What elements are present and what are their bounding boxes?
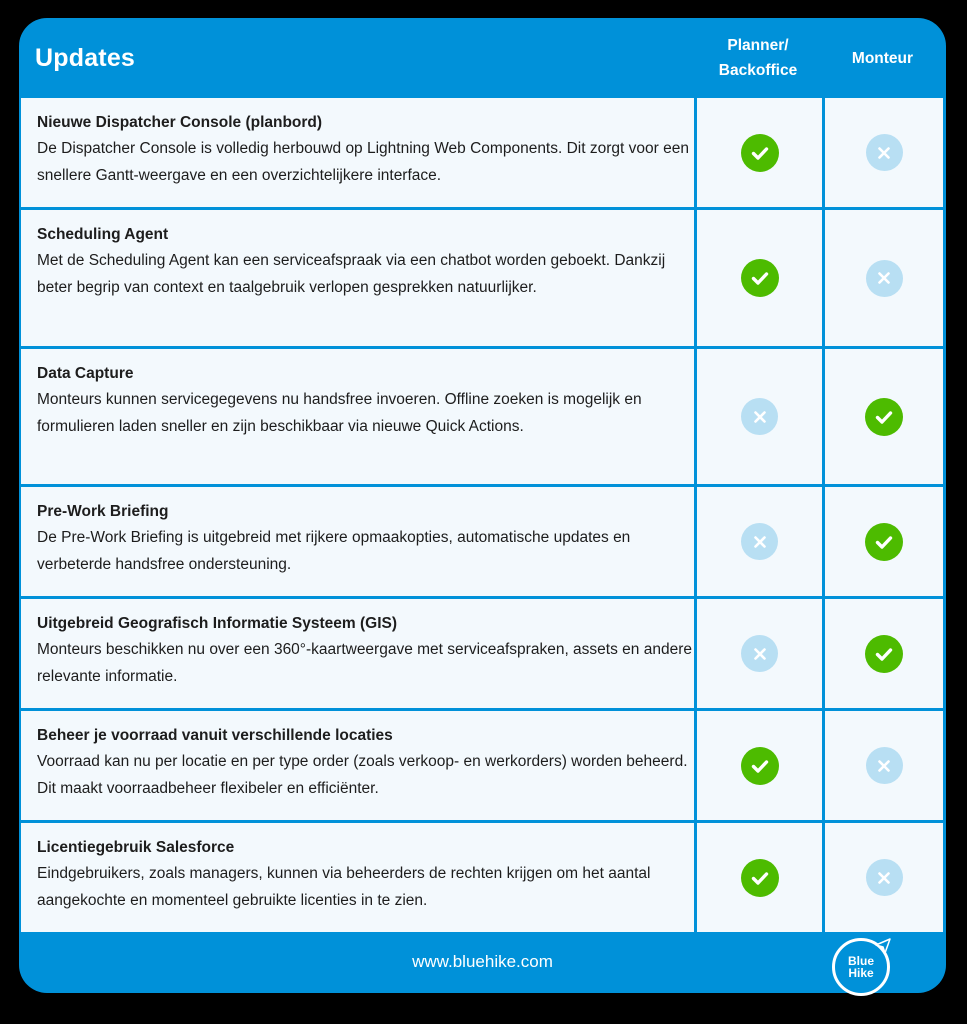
monteur-cell	[825, 349, 943, 484]
monteur-cell	[825, 98, 943, 207]
table-row	[19, 98, 943, 210]
feature-title: Licentiegebruik Salesforce	[37, 839, 235, 856]
check-circle-icon	[741, 259, 779, 297]
table-row	[19, 487, 943, 599]
check-circle-icon	[865, 523, 903, 561]
check-circle-icon	[741, 134, 779, 172]
monteur-cell	[825, 487, 943, 596]
check-circle-icon	[741, 747, 779, 785]
monteur-cell	[825, 711, 943, 820]
feature-title: Scheduling Agent	[37, 226, 169, 243]
website-link[interactable]: www.bluehike.com	[412, 952, 553, 971]
feature-description: Met de Scheduling Agent kan een serviceafspraak via een chatbot worden geboekt. Dankzij beter begrip van context en taalgebruik verlopen gesprekken natuurlijker.	[37, 252, 666, 296]
feature-description: Eindgebruikers, zoals managers, kunnen via beheerders de rechten krijgen om het aantal aangekochte en momenteel gebruikte licenties in te zien.	[37, 865, 651, 909]
table-header	[19, 18, 946, 98]
check-circle-icon	[741, 859, 779, 897]
feature-cell	[21, 98, 694, 207]
feature-description: De Dispatcher Console is volledig herbouwd op Lightning Web Components. Dit zorgt voor een snellere Gantt-weergave en een overzichtelijkere interface.	[37, 140, 689, 184]
feature-title: Beheer je voorraad vanuit verschillende locaties	[37, 727, 393, 744]
planner-cell	[697, 599, 822, 708]
footer	[19, 935, 946, 993]
page-title: Updates	[35, 44, 136, 72]
logo-text-blue: Blue	[847, 954, 874, 968]
planner-cell	[697, 210, 822, 346]
column-header-planner	[694, 18, 822, 98]
bluehike-logo	[832, 938, 890, 996]
updates-card	[19, 18, 946, 993]
paper-plane-icon	[875, 938, 891, 954]
x-circle-icon	[866, 859, 903, 896]
feature-cell	[21, 599, 694, 708]
table-row	[19, 711, 943, 823]
planner-cell	[697, 349, 822, 484]
x-circle-icon	[866, 747, 903, 784]
monteur-cell	[825, 823, 943, 932]
planner-cell	[697, 98, 822, 207]
monteur-cell	[825, 210, 943, 346]
column-header-planner-line1: Planner/	[727, 37, 789, 54]
check-circle-icon	[865, 635, 903, 673]
feature-description: Monteurs beschikken nu over een 360°-kaartweergave met serviceafspraken, assets en andere relevante informatie.	[37, 641, 692, 685]
planner-cell	[697, 823, 822, 932]
feature-cell	[21, 823, 694, 932]
column-header-planner-line2: Backoffice	[718, 62, 798, 79]
table-row	[19, 599, 943, 711]
planner-cell	[697, 711, 822, 820]
table-row	[19, 210, 943, 349]
feature-title: Uitgebreid Geografisch Informatie Systeem (GIS)	[37, 615, 398, 632]
feature-cell	[21, 487, 694, 596]
feature-title: Data Capture	[37, 365, 134, 382]
feature-cell	[21, 349, 694, 484]
table-row	[19, 349, 943, 487]
x-circle-icon	[866, 260, 903, 297]
feature-cell	[21, 711, 694, 820]
check-circle-icon	[865, 398, 903, 436]
logo-text-hike: Hike	[848, 966, 874, 980]
feature-description: Voorraad kan nu per locatie en per type order (zoals verkoop- en werkorders) worden beheerd. Dit maakt voorraadbeheer flexibeler en efficiënter.	[37, 753, 688, 797]
planner-cell	[697, 487, 822, 596]
x-circle-icon	[741, 635, 778, 672]
column-header-monteur: Monteur	[851, 49, 914, 67]
feature-title: Nieuwe Dispatcher Console (planbord)	[37, 114, 323, 131]
feature-description: De Pre-Work Briefing is uitgebreid met rijkere opmaakopties, automatische updates en verbeterde handsfree ondersteuning.	[37, 529, 631, 573]
x-circle-icon	[741, 398, 778, 435]
feature-title: Pre-Work Briefing	[37, 503, 169, 520]
table-row	[19, 823, 943, 935]
x-circle-icon	[741, 523, 778, 560]
monteur-cell	[825, 599, 943, 708]
feature-description: Monteurs kunnen servicegegevens nu handsfree invoeren. Offline zoeken is mogelijk en formulieren laden sneller en zijn beschikbaar via nieuwe Quick Actions.	[37, 391, 642, 435]
updates-table	[19, 98, 943, 935]
x-circle-icon	[866, 134, 903, 171]
feature-cell	[21, 210, 694, 346]
